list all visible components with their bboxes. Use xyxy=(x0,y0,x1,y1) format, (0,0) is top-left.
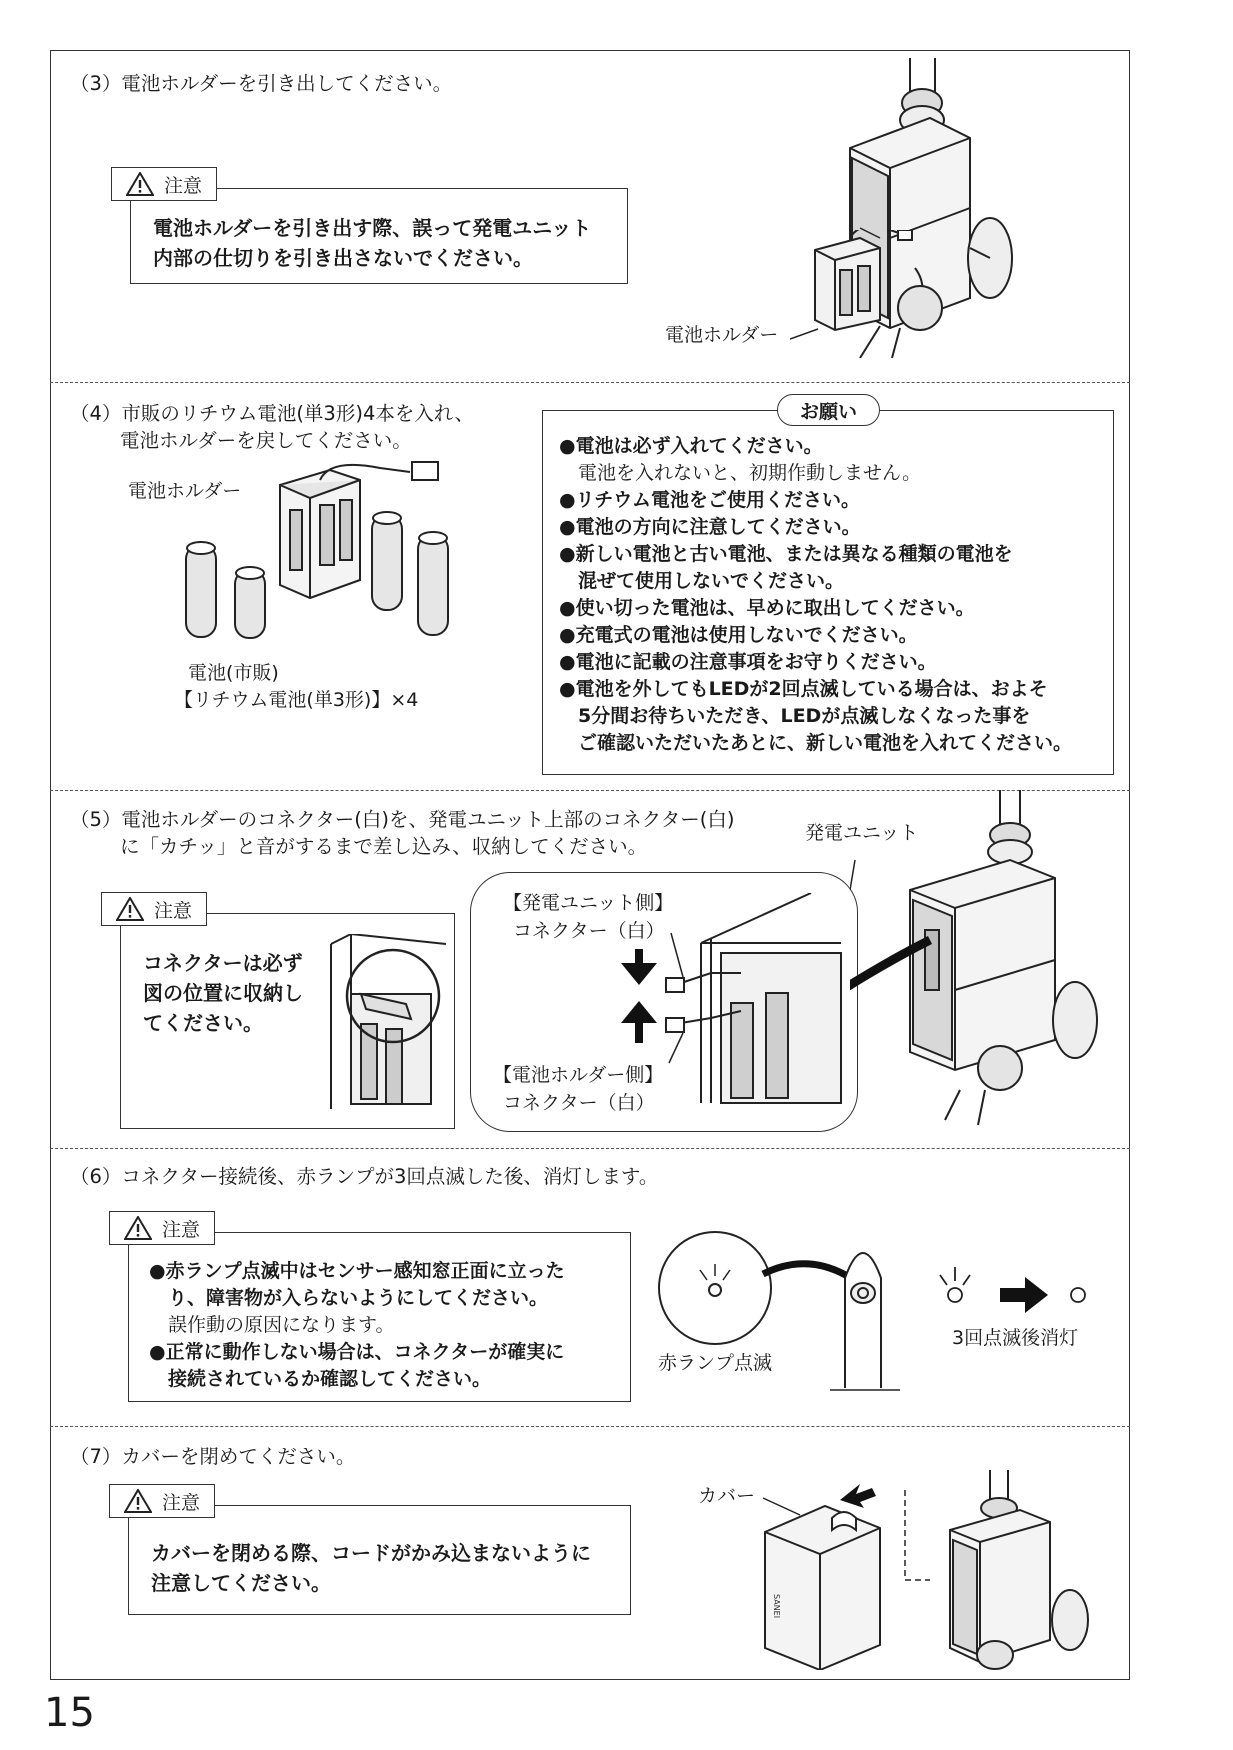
step-6-title: （6）コネクター接続後、赤ランプが3回点滅した後、消灯します。 xyxy=(70,1165,659,1188)
step-7-title: （7）カバーを閉めてください。 xyxy=(70,1445,356,1468)
battery-holder-illustration xyxy=(800,230,920,340)
caution-text: 電池ホルダーを引き出す際、誤って発電ユニット 内部の仕切りを引き出さないでください。 xyxy=(153,216,592,270)
battery-holder-label: 電池ホルダー xyxy=(665,324,779,346)
connector-detail-illustration xyxy=(321,934,446,1119)
caution-box-step-7 xyxy=(128,1491,631,1615)
caution-box-step-6 xyxy=(128,1218,631,1402)
request-tag: お願い xyxy=(777,394,880,426)
caution-box-step-5 xyxy=(120,899,455,1129)
battery-caption: 電池(市販) 【リチウム電池(単3形)】×4 xyxy=(174,662,419,711)
section-divider xyxy=(50,1148,1130,1149)
unit-side-connector-label: 【発電ユニット側】 コネクター（白） xyxy=(503,892,674,942)
step-4-title: （4）市販のリチウム電池(単3形)4本を入れ、 電池ホルダーを戻してください。 xyxy=(70,402,475,452)
section-divider xyxy=(50,382,1130,383)
blink-then-off-illustration xyxy=(930,1255,1100,1315)
lamp-blink-label: 赤ランプ点滅 xyxy=(658,1352,773,1374)
off-after-three-blinks-label: 3回点滅後消灯 xyxy=(952,1327,1079,1349)
cover-closing-illustration xyxy=(760,1470,1120,1670)
caution-tag xyxy=(109,1484,215,1518)
caution-text: コネクターは必ず 図の位置に収納し てください。 xyxy=(143,951,303,1035)
caution-label: 注意 xyxy=(162,1491,201,1514)
cover-brand-mark: SANEI xyxy=(772,1594,781,1619)
batteries-and-holder-illustration xyxy=(180,460,470,640)
power-unit-illustration xyxy=(850,790,1120,1130)
caution-label: 注意 xyxy=(162,1218,201,1241)
caution-label: 注意 xyxy=(154,899,193,922)
power-unit-label: 発電ユニット xyxy=(805,822,919,844)
warning-triangle-icon xyxy=(126,172,154,196)
holder-side-connector-label: 【電池ホルダー側】 コネクター（白） xyxy=(493,1064,664,1114)
battery-holder-label: 電池ホルダー xyxy=(128,480,242,502)
connector-closeup-panel xyxy=(470,872,858,1132)
warning-triangle-icon xyxy=(124,1489,152,1513)
step-5-title: （5）電池ホルダーのコネクター(白)を、発電ユニット上部のコネクター(白) に「カチッ」と音がするまで差し込み、収納してください。 xyxy=(70,808,735,858)
page-number: 15 xyxy=(44,1690,95,1736)
caution-tag xyxy=(101,892,207,926)
caution-text: ●赤ランプ点滅中はセンサー感知窓正面に立った り、障害物が入らないようにしてください。 誤作動の原因になります。 ●正常に動作しない場合は、コネクターが確実に 接続されているか確認してください。 xyxy=(149,1260,565,1390)
caution-label: 注意 xyxy=(164,174,203,197)
caution-tag xyxy=(111,167,217,201)
caution-text: カバーを閉める際、コードがかみ込まないように 注意してください。 xyxy=(151,1541,591,1595)
section-divider xyxy=(50,1426,1130,1427)
caution-tag xyxy=(109,1211,215,1245)
step-3-title: （3）電池ホルダーを引き出してください。 xyxy=(70,72,453,95)
caution-box-step-3 xyxy=(130,174,628,284)
cover-label: カバー xyxy=(698,1485,756,1507)
connector-insertion-illustration xyxy=(621,893,851,1113)
warning-triangle-icon xyxy=(124,1216,152,1240)
leader-line xyxy=(790,325,820,345)
warning-triangle-icon xyxy=(116,897,144,921)
request-box: ●電池は必ず入れてください。 電池を入れないと、初期作動しません。 ●リチウム電池をご使用ください。 ●電池の方向に注意してください。 ●新しい電池と古い電池、または異なる種類の電池を 混ぜて使用しないでください。 ●使い切った電池は、早めに取出してください。 ●充電式の電池は使用しないでください。 ●電池に記載の注意事項をお守りください。 ●電池を外してもLEDが2回点滅している場合は、およそ 5分間お待ちいただき、LEDが点滅しなくなった事を ご確認いただいたあとに、新しい電池を入れてください。 xyxy=(542,410,1114,775)
